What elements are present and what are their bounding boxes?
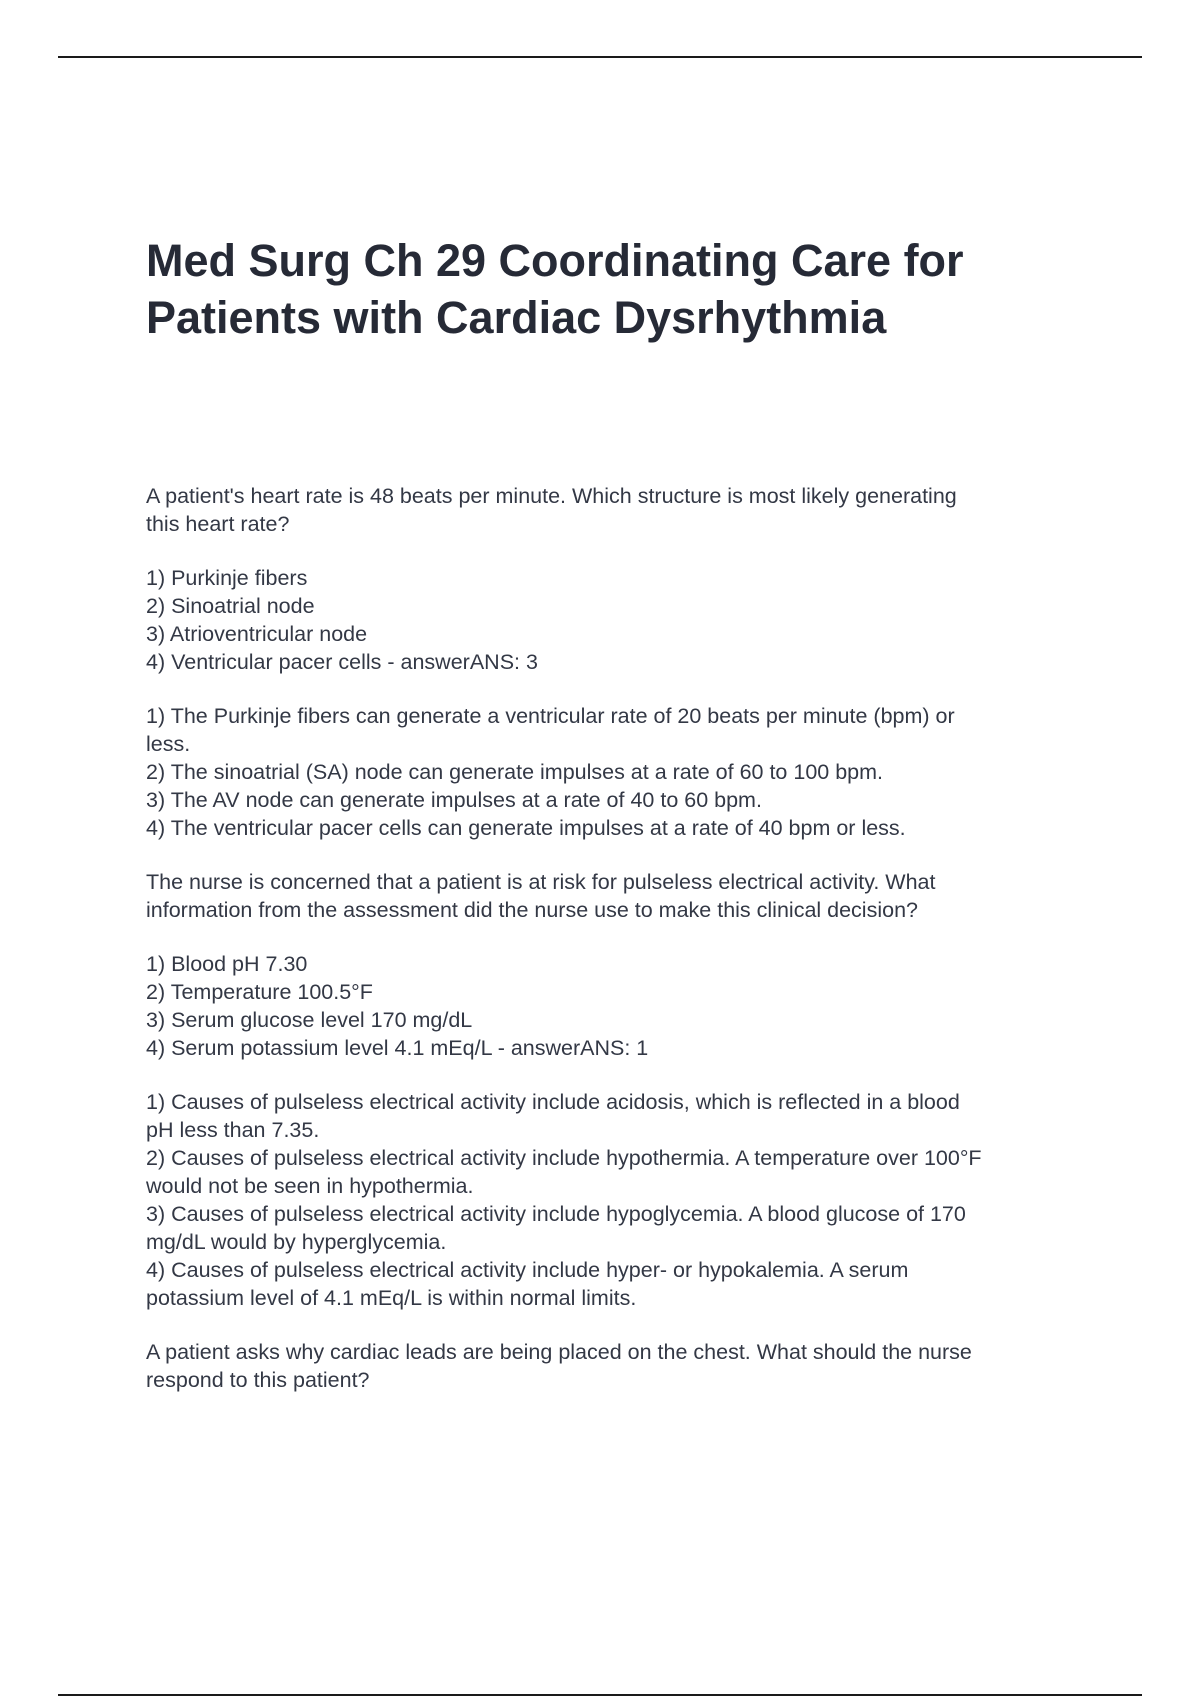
- option-line: 4) Ventricular pacer cells - answerANS: 3: [146, 650, 538, 674]
- text-line: this heart rate?: [146, 512, 290, 536]
- question-3: [146, 1338, 1096, 1394]
- text-line: respond to this patient?: [146, 1368, 370, 1392]
- document-body: [146, 482, 1096, 1420]
- option-line: 3) Serum glucose level 170 mg/dL: [146, 1008, 473, 1032]
- rationale-line: 3) Causes of pulseless electrical activity include hypoglycemia. A blood glucose of 170: [146, 1202, 966, 1226]
- question-2-options: [146, 950, 1096, 1062]
- bottom-rule: [58, 1694, 1142, 1696]
- text-line: information from the assessment did the nurse use to make this clinical decision?: [146, 898, 918, 922]
- rationale-line: 4) The ventricular pacer cells can generate impulses at a rate of 40 bpm or less.: [146, 816, 906, 840]
- rationale-line: would not be seen in hypothermia.: [146, 1174, 474, 1198]
- text-line: A patient asks why cardiac leads are being placed on the chest. What should the nurse: [146, 1340, 972, 1364]
- question-2-rationale: [146, 1088, 1096, 1312]
- title-line-1: Med Surg Ch 29 Coordinating Care for: [146, 235, 964, 286]
- title-line-2: Patients with Cardiac Dysrhythmia: [146, 292, 887, 343]
- question-1-options: [146, 564, 1096, 676]
- rationale-line: 2) Causes of pulseless electrical activity include hypothermia. A temperature over 100°F: [146, 1146, 982, 1170]
- option-line: 1) Blood pH 7.30: [146, 952, 308, 976]
- rationale-line: 3) The AV node can generate impulses at a rate of 40 to 60 bpm.: [146, 788, 762, 812]
- rationale-line: 4) Causes of pulseless electrical activity include hyper- or hypokalemia. A serum: [146, 1258, 909, 1282]
- question-1: [146, 482, 1096, 538]
- option-line: 2) Temperature 100.5°F: [146, 980, 373, 1004]
- question-1-rationale: [146, 702, 1096, 842]
- option-line: 3) Atrioventricular node: [146, 622, 368, 646]
- rationale-line: potassium level of 4.1 mEq/L is within normal limits.: [146, 1286, 637, 1310]
- text-line: A patient's heart rate is 48 beats per minute. Which structure is most likely generating: [146, 484, 957, 508]
- rationale-line: less.: [146, 732, 191, 756]
- rationale-line: mg/dL would by hyperglycemia.: [146, 1230, 447, 1254]
- rationale-line: 2) The sinoatrial (SA) node can generate impulses at a rate of 60 to 100 bpm.: [146, 760, 884, 784]
- rationale-line: 1) Causes of pulseless electrical activity include acidosis, which is reflected in a blood: [146, 1090, 960, 1114]
- option-line: 4) Serum potassium level 4.1 mEq/L - answerANS: 1: [146, 1036, 649, 1060]
- option-line: 2) Sinoatrial node: [146, 594, 315, 618]
- option-line: 1) Purkinje fibers: [146, 566, 308, 590]
- text-line: The nurse is concerned that a patient is at risk for pulseless electrical activity. What: [146, 870, 936, 894]
- document-title: [146, 232, 1086, 346]
- top-rule: [58, 56, 1142, 58]
- rationale-line: 1) The Purkinje fibers can generate a ventricular rate of 20 beats per minute (bpm) or: [146, 704, 955, 728]
- question-2: [146, 868, 1096, 924]
- rationale-line: pH less than 7.35.: [146, 1118, 320, 1142]
